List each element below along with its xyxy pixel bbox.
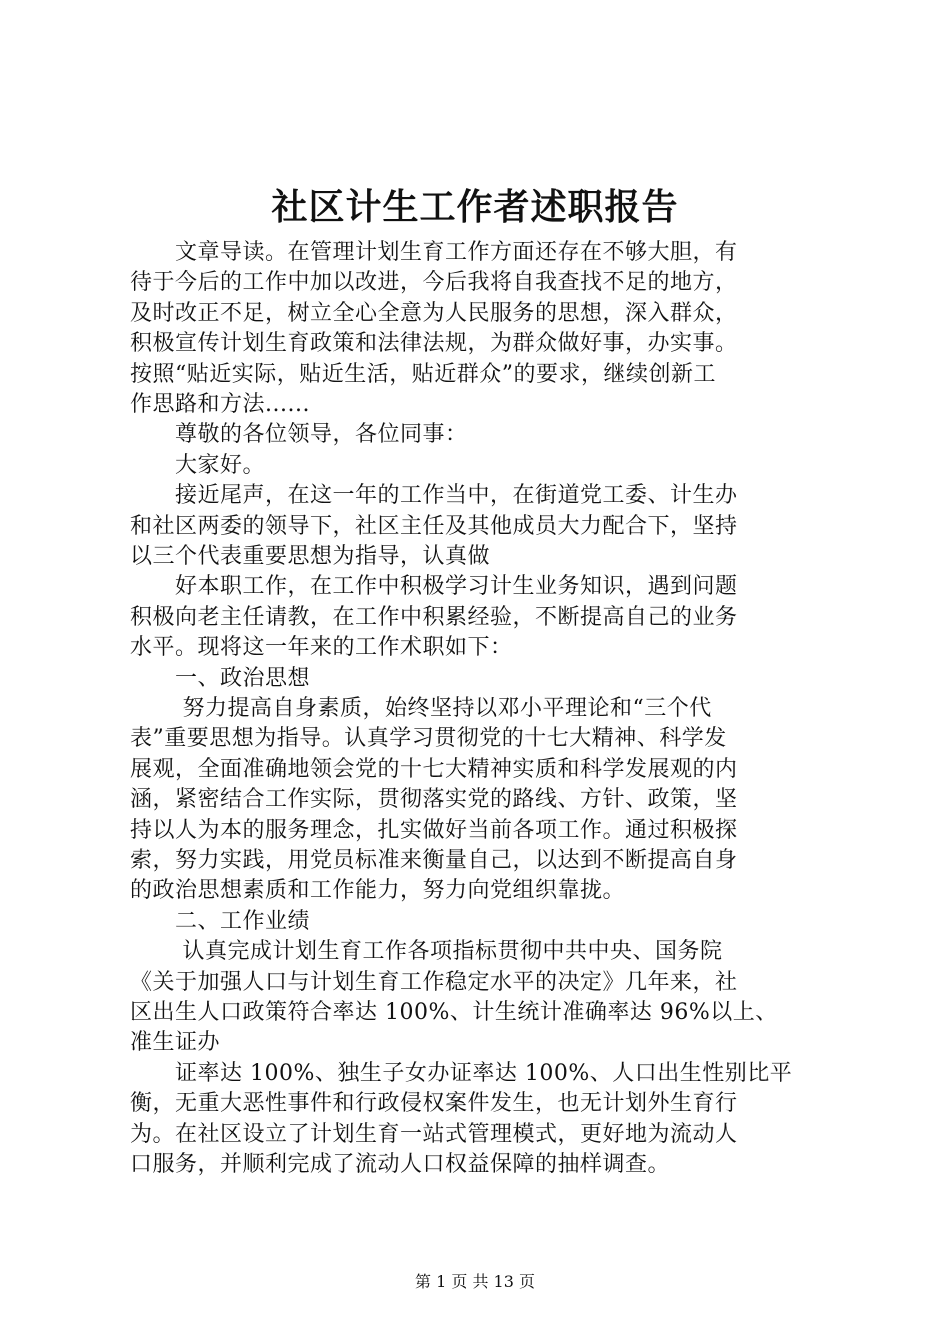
body-line: 及时改正不足，树立全心全意为人民服务的思想，深入群众， [130,300,738,326]
body-line: 二、工作业绩 [130,908,311,934]
body-line: 大家好。 [130,452,266,478]
body-line: 为。在社区设立了计划生育一站式管理模式，更好地为流动人 [130,1121,738,1147]
body-line: 一、政治思想 [130,665,311,691]
body-line: 涵，紧密结合工作实际，贯彻落实党的路线、方针、政策，坚 [130,787,738,813]
body-line: 作思路和方法...... [130,392,310,417]
body-line: 索，努力实践，用党员标准来衡量自己，以达到不断提高自身 [130,848,738,873]
body-line: 衡，无重大恶性事件和行政侵权案件发生，也无计划外生育行 [130,1091,738,1117]
body-line: 认真完成计划生育工作各项指标贯彻中共中央、国务院 [130,939,723,965]
body-line: 文章导读。在管理计划生育工作方面还存在不够大胆，有 [130,240,738,265]
body-line: 表”重要思想为指导。认真学习贯彻党的十七大精神、科学发 [130,726,727,752]
body-line: 积极宣传计划生育政策和法律法规，为群众做好事，办实事。 [130,331,738,357]
body-line: 努力提高自身素质，始终坚持以邓小平理论和“三个代 [130,696,712,721]
body-line: 水平。现将这一年来的工作术职如下： [130,635,513,661]
body-line: 证率达 100%、独生子女办证率达 100%、人口出生性别比平 [130,1060,793,1086]
body-line: 和社区两委的领导下，社区主任及其他成员大力配合下，坚持 [130,513,738,539]
body-line: 持以人为本的服务理念，扎实做好当前各项工作。通过积极探 [130,817,738,843]
document-title: 社区计生工作者述职报告 [271,186,679,228]
body-line: 接近尾声，在这一年的工作当中，在街道党工委、计生办 [130,483,738,509]
body-line: 口服务，并顺利完成了流动人口权益保障的抽样调查。 [130,1152,671,1177]
page-footer: 第 1 页 共 13 页 [415,1272,535,1291]
body-line: 好本职工作，在工作中积极学习计生业务知识，遇到问题 [130,574,738,600]
body-line: 以三个代表重要思想为指导，认真做 [130,544,491,569]
body-line: 展观，全面准确地领会党的十七大精神实质和科学发展观的内 [130,756,738,782]
body-line: 区出生人口政策符合率达 100%、计生统计准确率达 96%以上、 [130,1000,778,1025]
body-line: 积极向老主任请教，在工作中积累经验，不断提高自己的业务 [130,604,738,630]
body-line: 《关于加强人口与计划生育工作稳定水平的决定》几年来，社 [130,969,738,995]
body-line: 按照“贴近实际，贴近生活，贴近群众”的要求，继续创新工 [130,361,716,387]
body-line: 尊敬的各位领导，各位同事： [130,422,468,448]
body-line: 的政治思想素质和工作能力，努力向党组织靠拢。 [130,878,626,904]
body-line: 待于今后的工作中加以改进，今后我将自我查找不足的地方， [130,270,738,296]
body-line: 准生证办 [130,1030,221,1056]
